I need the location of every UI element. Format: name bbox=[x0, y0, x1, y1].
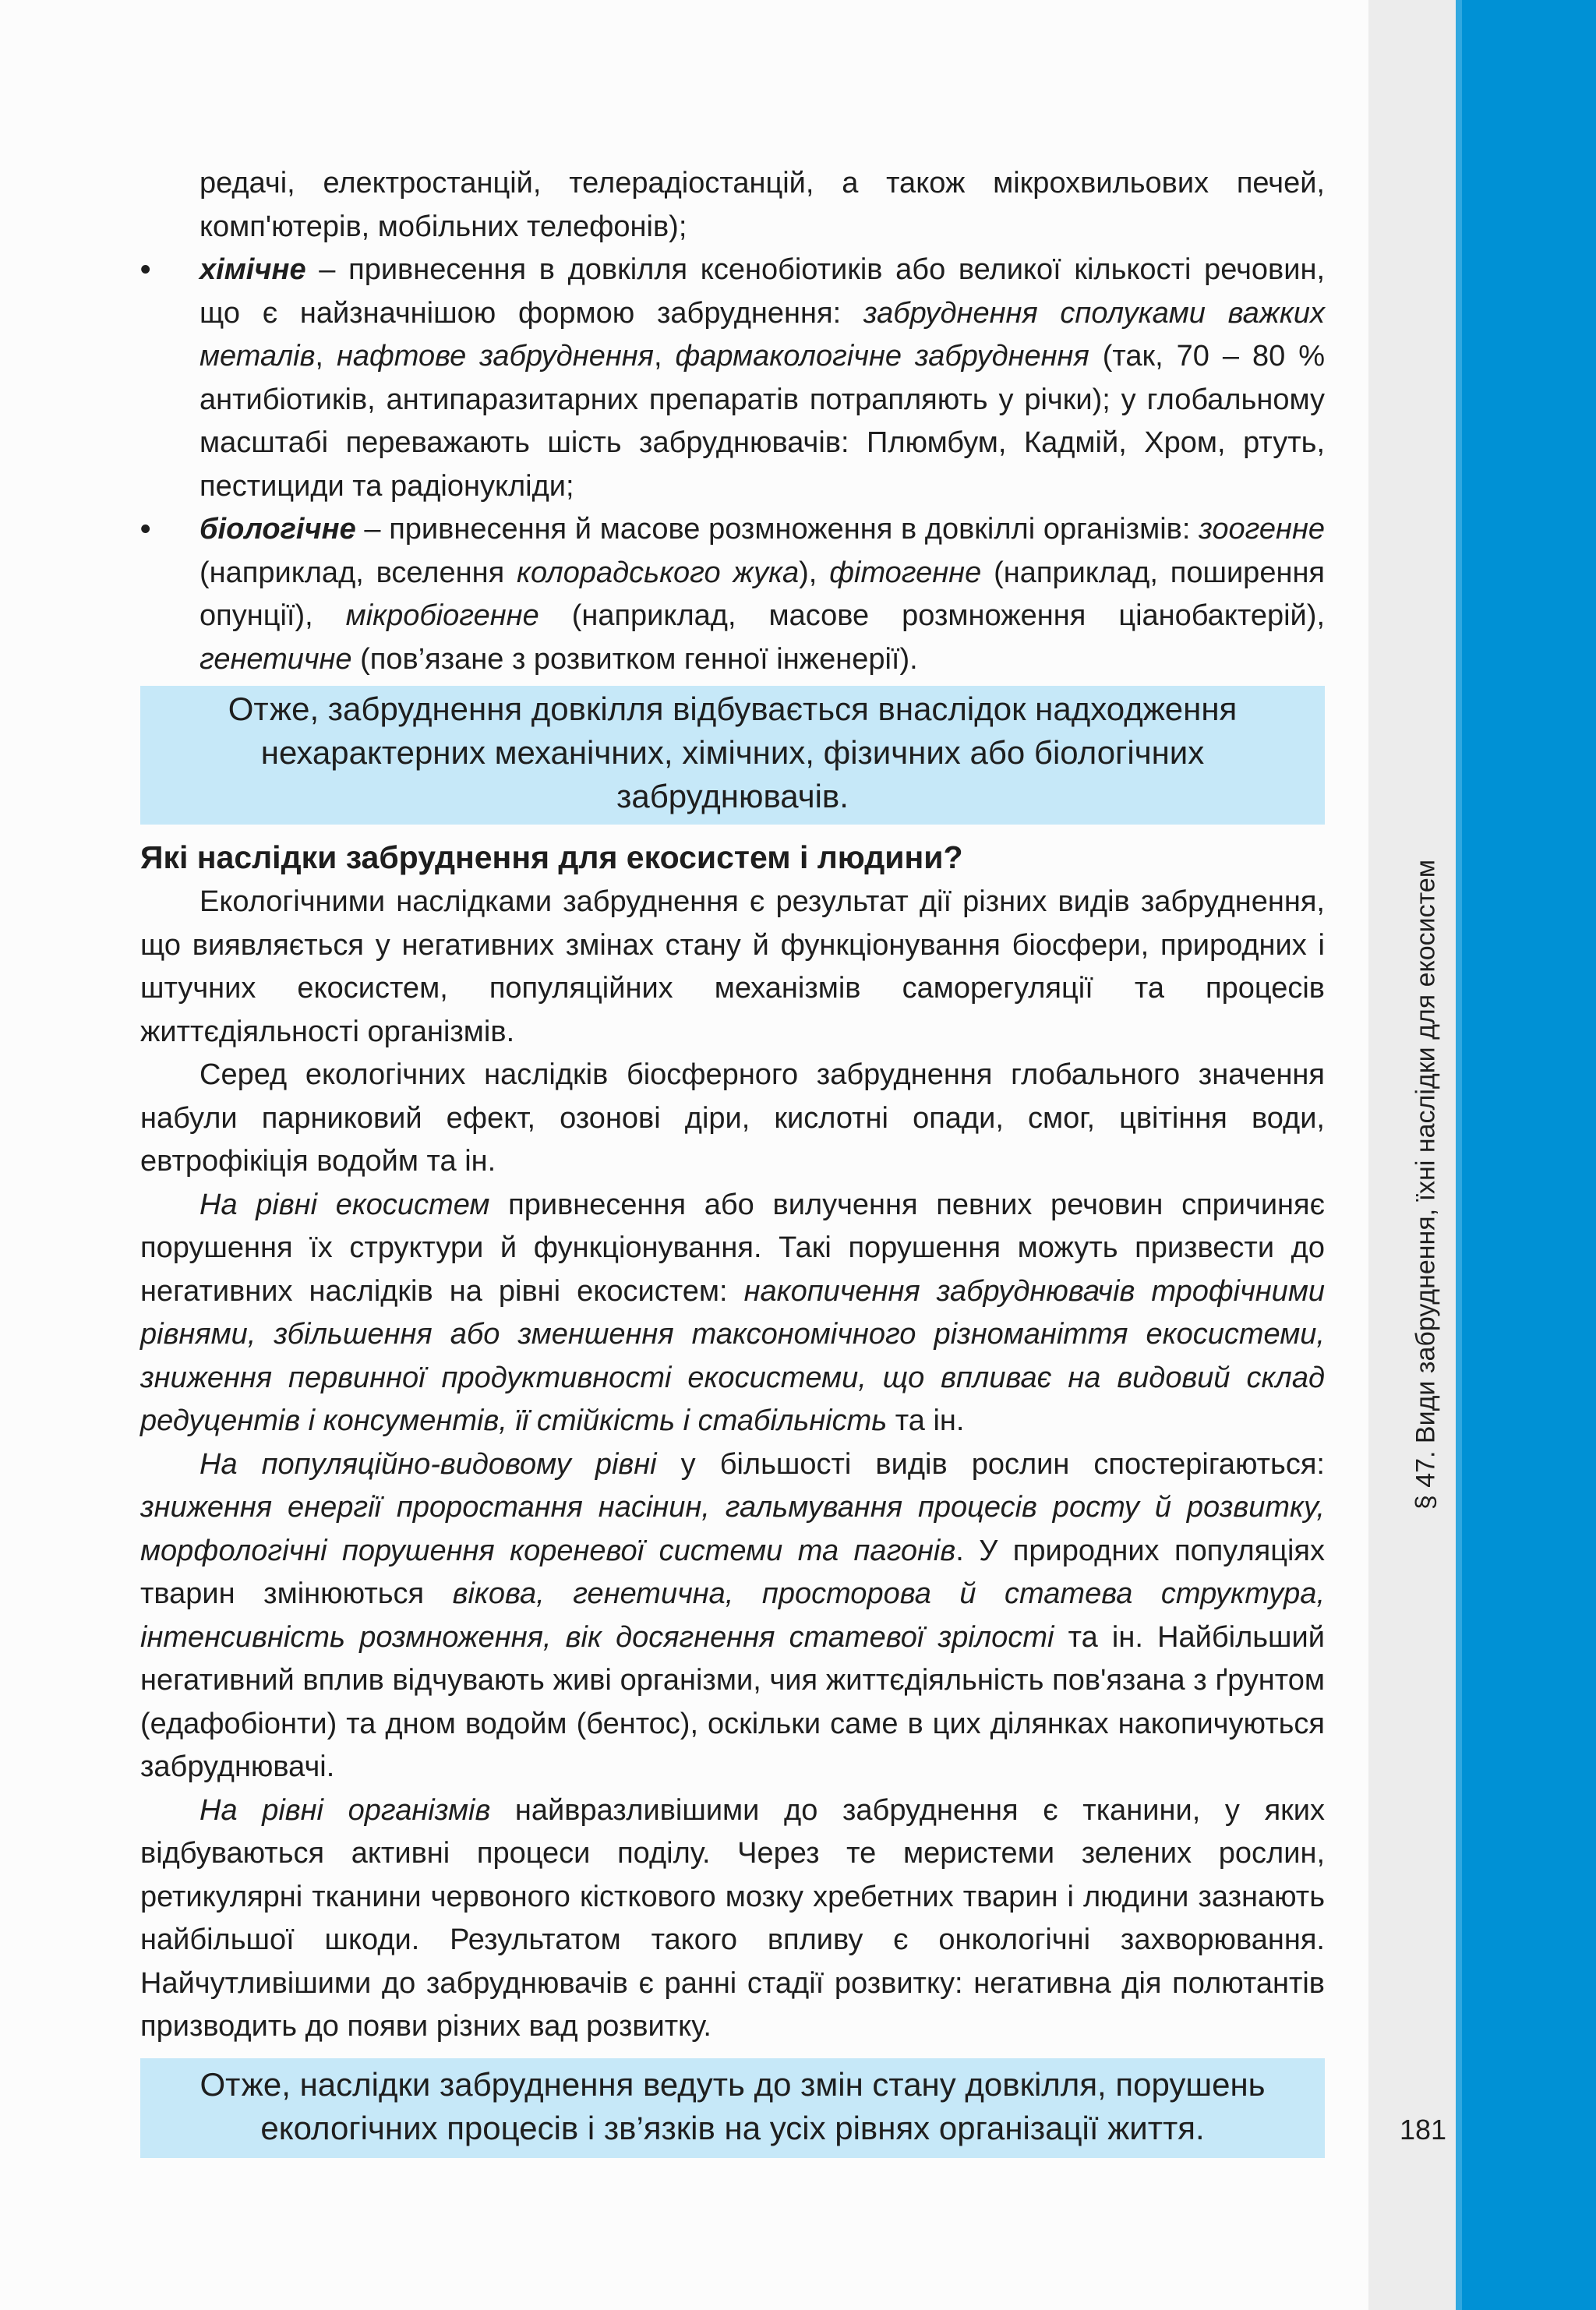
bullet-separator: , bbox=[315, 340, 337, 373]
chapter-stripe bbox=[1456, 0, 1596, 2310]
bullet-italic: генетичне bbox=[200, 642, 352, 676]
bullet-text: (наприклад, поширення опунції), bbox=[200, 556, 1326, 632]
paragraph-text: у більшості видів рослин спостерігаються: bbox=[656, 1447, 1325, 1481]
paragraph-italic: На рівні організмів bbox=[200, 1793, 491, 1827]
paragraph-text: та ін. Найбільший негативний вплив відчувають живі організми, чия життєдіяльність пов'язана з ґрунтом (едафобіонти) та дном водойм (бентос), оскільки саме в цих ділянках накопичуються забруднювачі. bbox=[140, 1620, 1325, 1783]
paragraph-consequences: Екологічними наслідками забруднення є результат дії різних видів забруднення, що виявляється у негативних змінах стану й функціонування біосфери, природних і штучних екосистем, популяційних механізмів саморегуляції та процесів життєдіяльності організмів. bbox=[140, 885, 1325, 1048]
bullet-italic: мікробіогенне bbox=[345, 599, 539, 632]
paragraph-text: . У природних популяціях тварин змінюються bbox=[140, 1534, 1325, 1610]
bullet-separator: , bbox=[653, 340, 676, 373]
bullet-text: ), bbox=[799, 556, 830, 589]
paragraph-text: найвразливішими до забруднення є тканини, у яких відбуваються активні процеси поділу. Через те меристеми зелених рослин, ретикулярні тканини червоного кісткового мозку хребетних тварин і людини зазнають найбільшої шкоди. Результатом такого впливу є онкологічні захворювання. Найчутливішими до забруднювачів є ранні стадії розвитку: негативна дія полютантів призводить до появи різних вад розвитку. bbox=[140, 1793, 1326, 2043]
page-content bbox=[140, 162, 1325, 2158]
section-heading: Які наслідки забруднення для екосистем і людини? bbox=[140, 839, 963, 875]
bullet-italic: зоогенне bbox=[1199, 513, 1325, 546]
paragraph-organism-level bbox=[140, 1789, 1325, 2049]
chapter-stripe-edge bbox=[1456, 0, 1462, 2310]
paragraph-italic: На рівні екосистем bbox=[200, 1188, 490, 1221]
bullet-dot-icon: • bbox=[140, 253, 151, 286]
intro-continuation: редачі, електростанцій, телерадіостанцій, а також мікрохвильових печей, комп'ютерів, мобільних телефонів); bbox=[200, 167, 1325, 243]
bullet-text: (наприклад, вселення bbox=[200, 556, 517, 589]
paragraph-italic: На популяційно-видовому рівні bbox=[200, 1447, 657, 1481]
bullet-text: – привнесення в довкілля ксенобіотиків або великої кількості речовин, що є найзначнішою формою забруднення: bbox=[200, 253, 1325, 330]
paragraph-italic: зниження енергії проростання насінин, гальмування процесів росту й розвитку, морфологічні порушення кореневої системи та пагонів bbox=[140, 1491, 1325, 1567]
bullet-text: – привнесення й масове розмноження в довкіллі організмів: bbox=[355, 513, 1199, 546]
paragraph-global-effects: Серед екологічних наслідків біосферного забруднення глобального значення набули парниковий ефект, озонові діри, кислотні опади, смог, цвітіння води, евтрофікіція водойм та ін. bbox=[140, 1058, 1325, 1178]
bullet-italic: фітогенне bbox=[829, 556, 982, 589]
bullet-dot-icon: • bbox=[140, 513, 151, 546]
bullet-item-chemical bbox=[140, 249, 1325, 508]
bullet-text: (наприклад, масове розмноження ціанобактерій), bbox=[538, 599, 1325, 632]
paragraph-italic: накопичення забруднювачів трофічними рівнями, збільшення або зменшення таксономічного різноманіття екосистеми, зниження первинної продуктивності екосистеми, що впливає на видовий склад редуцентів і консументів, її стійкість і стабільність bbox=[140, 1274, 1326, 1437]
summary-box-pollution: Отже, забруднення довкілля відбувається внаслідок надходження нехарактерних механічних, хімічних, фізичних або біологічних забруднювачів. bbox=[140, 686, 1325, 825]
paragraph-population-level bbox=[140, 1443, 1325, 1789]
paragraph-text: привнесення або вилучення певних речовин спричиняє порушення їх структури й функціонування. Такі порушення можуть призвести до негативних наслідків на рівні екосистем: bbox=[140, 1188, 1326, 1308]
bullet-italic: нафтове забруднення bbox=[336, 340, 654, 373]
paragraph-italic: вікова, генетична, просторова й статева структура, інтенсивність розмноження, вік досягнення статевої зрілості bbox=[140, 1577, 1325, 1654]
bullet-text: (пов’язане з розвитком генної інженерії). bbox=[351, 642, 918, 676]
bullet-term: хімічне bbox=[200, 253, 306, 286]
bullet-item-biological bbox=[140, 508, 1325, 681]
running-section-title: § 47. Види забруднення, їхні наслідки для екосистем bbox=[1411, 859, 1441, 1510]
paragraph-ecosystem-level bbox=[140, 1184, 1325, 1443]
page-number: 181 bbox=[1399, 2114, 1447, 2146]
bullet-italic: фармакологічне забруднення bbox=[675, 340, 1089, 373]
bullet-italic: забруднення сполуками важких металів bbox=[200, 296, 1325, 373]
bullet-term: біологічне bbox=[200, 513, 356, 546]
bullet-text: (так, 70 – 80 % антибіотиків, антипаразитарних препаратів потрапляють у річки); у глобальному масштабі переважають шість забруднювачів: Плюмбум, Кадмій, Хром, ртуть, пестициди та радіонукліди; bbox=[200, 340, 1325, 503]
bullet-italic: колорадського жука bbox=[517, 556, 800, 589]
summary-box-consequences: Отже, наслідки забруднення ведуть до змін стану довкілля, порушень екологічних процесів і зв’язків на усіх рівнях організації життя. bbox=[140, 2058, 1325, 2158]
paragraph-text: та ін. bbox=[887, 1404, 965, 1437]
